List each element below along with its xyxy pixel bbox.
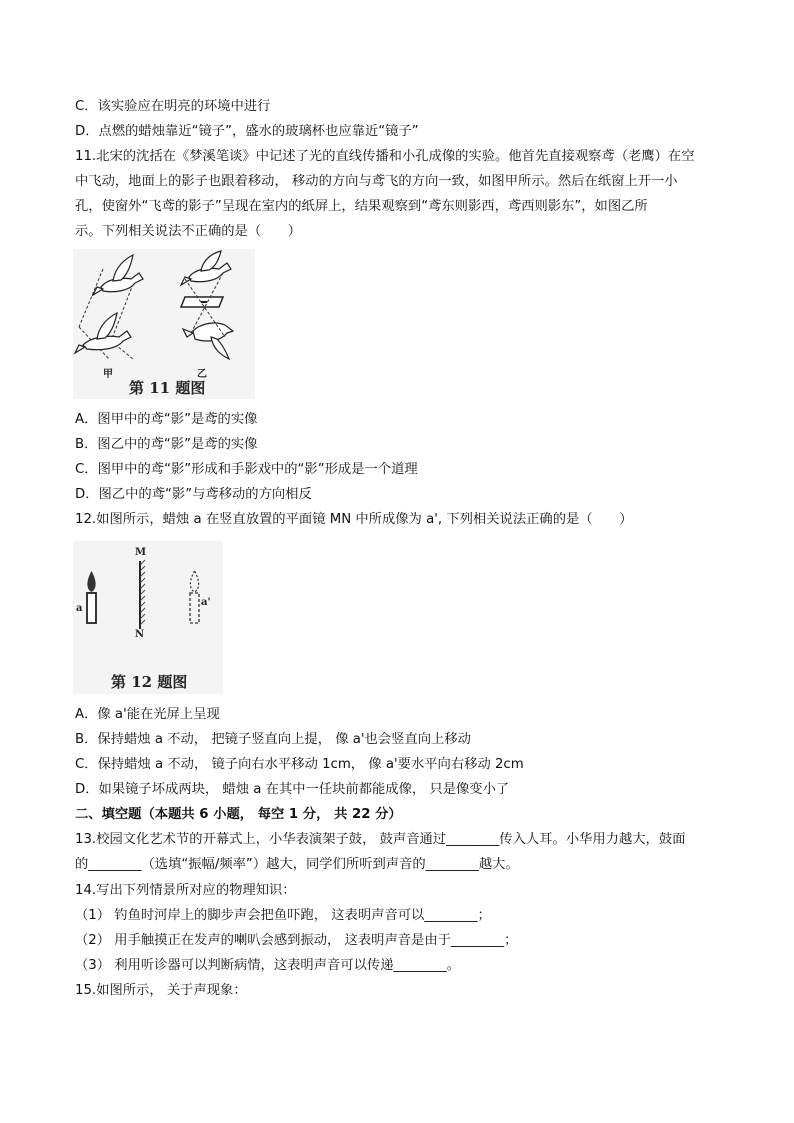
candle-label-a: a (76, 603, 83, 614)
option-b-q11: B．图乙中的鸢“影”是鸢的实像 (75, 437, 258, 452)
mirror-label-m: M (135, 547, 147, 558)
question-11-line-4: 示。下列相关说法不正确的是（ ） (75, 224, 302, 239)
candle-icon (87, 571, 96, 623)
mirror-label-n: N (135, 629, 145, 640)
question-11-line-2: 中飞动，地面上的影子也跟着移动， 移动的方向与鸢飞的方向一致，如图甲所示。然后在纸窗上开一小 (75, 174, 678, 189)
figure-11-label-yi: 乙 (197, 369, 207, 380)
question-12: 12.如图所示，蜡烛 a 在竖直放置的平面镜 MN 中所成像为 a', 下列相关说法正确的是（ ） (75, 512, 633, 527)
candle-image-icon (190, 571, 199, 623)
option-a-q11: A．图甲中的鸢“影”是鸢的实像 (75, 412, 258, 427)
figure-12 (73, 541, 223, 694)
bird-icon (75, 313, 131, 353)
option-d-q11: D．图乙中的鸢“影”与鸢移动的方向相反 (75, 487, 312, 502)
question-11-line-3: 孔，使窗外“飞鸢的影子”呈现在室内的纸屏上，结果观察到“鸢东则影西，鸢西则影东”，如图乙所 (75, 199, 648, 214)
question-13-line-2: 的________（选填“振幅/频率”）越大，同学们所听到声音的________越大。 (75, 857, 519, 872)
image-label-a-prime: a' (201, 597, 211, 608)
option-a-q12: A．像 a'能在光屏上呈现 (75, 707, 220, 722)
figure-11-label-jia: 甲 (103, 369, 113, 380)
section-heading-fill-in: 二、填空题（本题共 6 小题， 每空 1 分， 共 22 分） (75, 807, 402, 822)
bird-icon (181, 251, 231, 285)
question-11-line-1: 11.北宋的沈括在《梦溪笔谈》中记述了光的直线传播和小孔成像的实验。他首先直接观察鸢（老鹰）在空 (75, 149, 695, 164)
option-d-q10: D．点燃的蜡烛靠近“镜子”，盛水的玻璃杯也应靠近“镜子” (75, 124, 419, 139)
option-c-q12: C．保持蜡烛 a 不动， 镜子向右水平移动 1cm， 像 a'要水平向右移动 2cm (75, 757, 524, 772)
bird-icon (183, 323, 233, 359)
question-14-part-2: （2） 用手触摸正在发声的喇叭会感到振动， 这表明声音是由于________； (75, 933, 518, 948)
question-14: 14.写出下列情景所对应的物理知识： (75, 883, 296, 898)
option-b-q12: B．保持蜡烛 a 不动， 把镜子竖直向上提， 像 a'也会竖直向上移动 (75, 732, 471, 747)
question-14-part-1: （1） 钓鱼时河岸上的脚步声会把鱼吓跑， 这表明声音可以________； (75, 908, 491, 923)
question-15: 15.如图所示， 关于声现象： (75, 983, 247, 998)
figure-12-caption: 第 12 题图 (111, 673, 188, 691)
question-14-part-3: （3） 利用听诊器可以判断病情，这表明声音可以传递________。 (75, 958, 460, 973)
figure-11-caption: 第 11 题图 (129, 379, 206, 397)
option-d-q12: D．如果镜子坏成两块， 蜡烛 a 在其中一任块前都能成像， 只是像变小了 (75, 782, 510, 797)
question-13-line-1: 13.校园文化艺术节的开幕式上，小华表演架子鼓， 鼓声音通过________传入人耳。小华用力越大，鼓面 (75, 832, 686, 847)
option-c-q10: C．该实验应在明亮的环境中进行 (75, 99, 271, 114)
figure-11 (73, 249, 255, 399)
option-c-q11: C．图甲中的鸢“影”形成和手影戏中的“影”形成是一个道理 (75, 462, 418, 477)
